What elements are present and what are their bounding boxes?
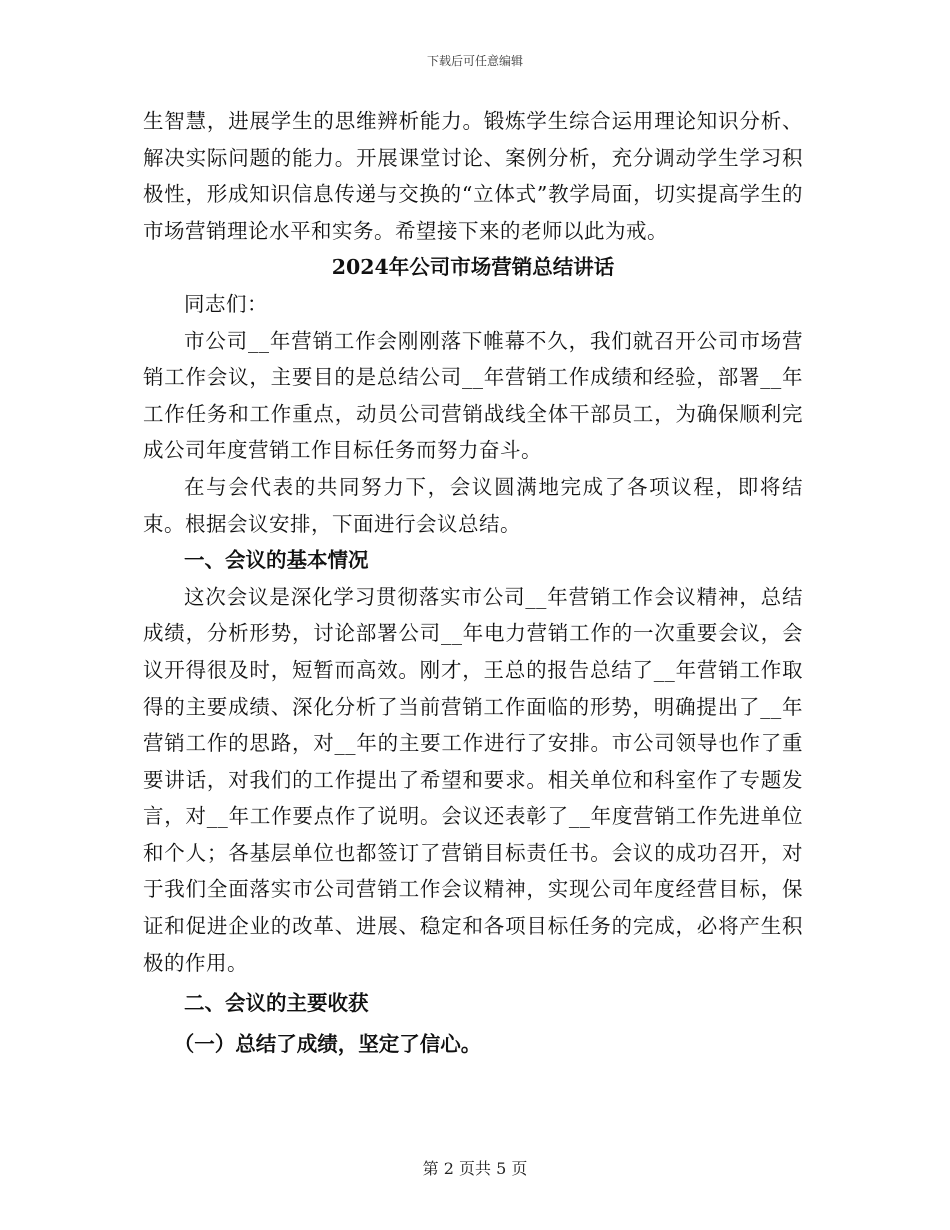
- section-heading-1: 一、会议的基本情况: [184, 548, 369, 573]
- page-header: 下载后可任意编辑: [426, 54, 523, 68]
- intro-paragraph: 生智慧，进展学生的思维辨析能力。锻炼学生综合运用理论知识分析、解决实际问题的能力。开展课堂讨论、案例分析，充分调动学生学习积极性，形成知识信息传递与交换的“立体式”教学局面，切实提高学生的市场营销理论水平和实务。希望接下来的老师以此为戒。: [143, 109, 803, 243]
- document-title: 2024年公司市场营销总结讲话: [331, 255, 615, 280]
- paragraph-1: 市公司__年营销工作会刚刚落下帷幕不久，我们就召开公司市场营销工作会议，主要目的是总结公司__年营销工作成绩和经验，部署__年工作任务和工作重点，动员公司营销战线全体干部员工，为确保顺利完成公司年度营销工作目标任务而努力奋斗。: [143, 328, 803, 463]
- paragraph-2: 在与会代表的共同努力下，会议圆满地完成了各项议程，即将结束。根据会议安排，下面进行会议总结。: [143, 474, 803, 536]
- sub-heading-1: （一）总结了成绩，坚定了信心。: [173, 1031, 482, 1056]
- page-number: 第 2 页共 5 页: [422, 1159, 528, 1178]
- document-body: [143, 103, 803, 1062]
- section-heading-2: 二、会议的主要收获: [184, 991, 369, 1016]
- paragraph-3: 这次会议是深化学习贯彻落实市公司__年营销工作会议精神，总结成绩，分析形势，讨论部署公司__年电力营销工作的一次重要会议，会议开得很及时，短暂而高效。刚才，王总的报告总结了__年营销工作取得的主要成绩、深化分析了当前营销工作面临的形势，明确提出了__年营销工作的思路，对__年的主要工作进行了安排。市公司领导也作了重要讲话，对我们的工作提出了希望和要求。相关单位和科室作了专题发言，对__年工作要点作了说明。会议还表彰了__年度营销工作先进单位和个人；各基层单位也都签订了营销目标责任书。会议的成功召开，对于我们全面落实市公司营销工作会议精神，实现公司年度经营目标，保证和促进企业的改革、进展、稳定和各项目标任务的完成，必将产生积极的作用。: [143, 584, 803, 975]
- salutation: 同志们：: [184, 291, 268, 316]
